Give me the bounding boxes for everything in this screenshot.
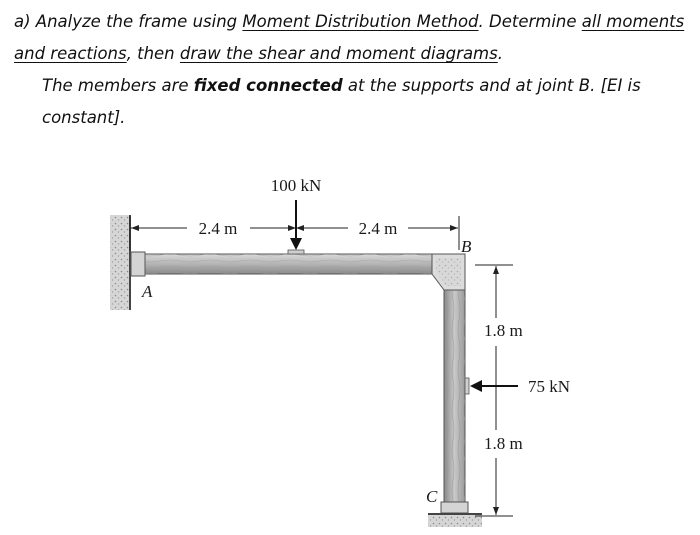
load-75kN [470, 377, 570, 396]
arrow-left-end [131, 225, 139, 231]
arrow-right-end [450, 225, 458, 231]
joint-A-label: A [142, 282, 153, 301]
load-plate [288, 250, 304, 254]
part-label: a) [14, 12, 31, 31]
fixed-connection: fixed connected [193, 76, 343, 95]
height-upper-label: 1.8 m [484, 321, 523, 340]
method-name: Moment Distribution Method [242, 12, 479, 31]
load-vertical-label: 100 kN [270, 176, 322, 195]
joint-C-label: C [426, 487, 438, 506]
wall-soil [110, 215, 130, 310]
fixed-support-A [110, 215, 145, 310]
column-BC [444, 290, 469, 502]
load-100kN [271, 176, 322, 250]
load-horizontal-label: 75 kN [528, 377, 571, 396]
load-arrow-head [290, 238, 302, 250]
load-h-arrow-head [470, 380, 482, 392]
base-plate-C [441, 502, 468, 513]
arrow-top [493, 266, 499, 274]
joint-B-label: B [461, 237, 472, 256]
arrow-bottom [493, 507, 499, 515]
joint-B [432, 254, 465, 290]
arrow-mid-right [296, 225, 304, 231]
beam-grain [145, 254, 437, 274]
side-plate [465, 378, 469, 394]
span-DB-label: 2.4 m [358, 219, 398, 238]
height-lower-label: 1.8 m [484, 434, 523, 453]
base-plate-A [131, 252, 145, 276]
beam-AB [145, 250, 437, 274]
ground-soil [428, 515, 482, 527]
dimension-vertical [475, 265, 523, 516]
problem-line-2: The members are fixed connected at the supports and at joint B. [EI is constant]. [42, 76, 641, 127]
span-AD-label: 2.4 m [198, 219, 238, 238]
draw-items: draw the shear and moment diagrams [179, 44, 498, 63]
determine-items: all moments and reactions [14, 12, 685, 63]
problem-line: a) Analyze the frame using Moment Distribution Method. Determine all moments and reactions, then draw the shear and moment diagrams. [14, 12, 685, 63]
arrow-mid-left [288, 225, 296, 231]
column-grain [444, 290, 465, 502]
